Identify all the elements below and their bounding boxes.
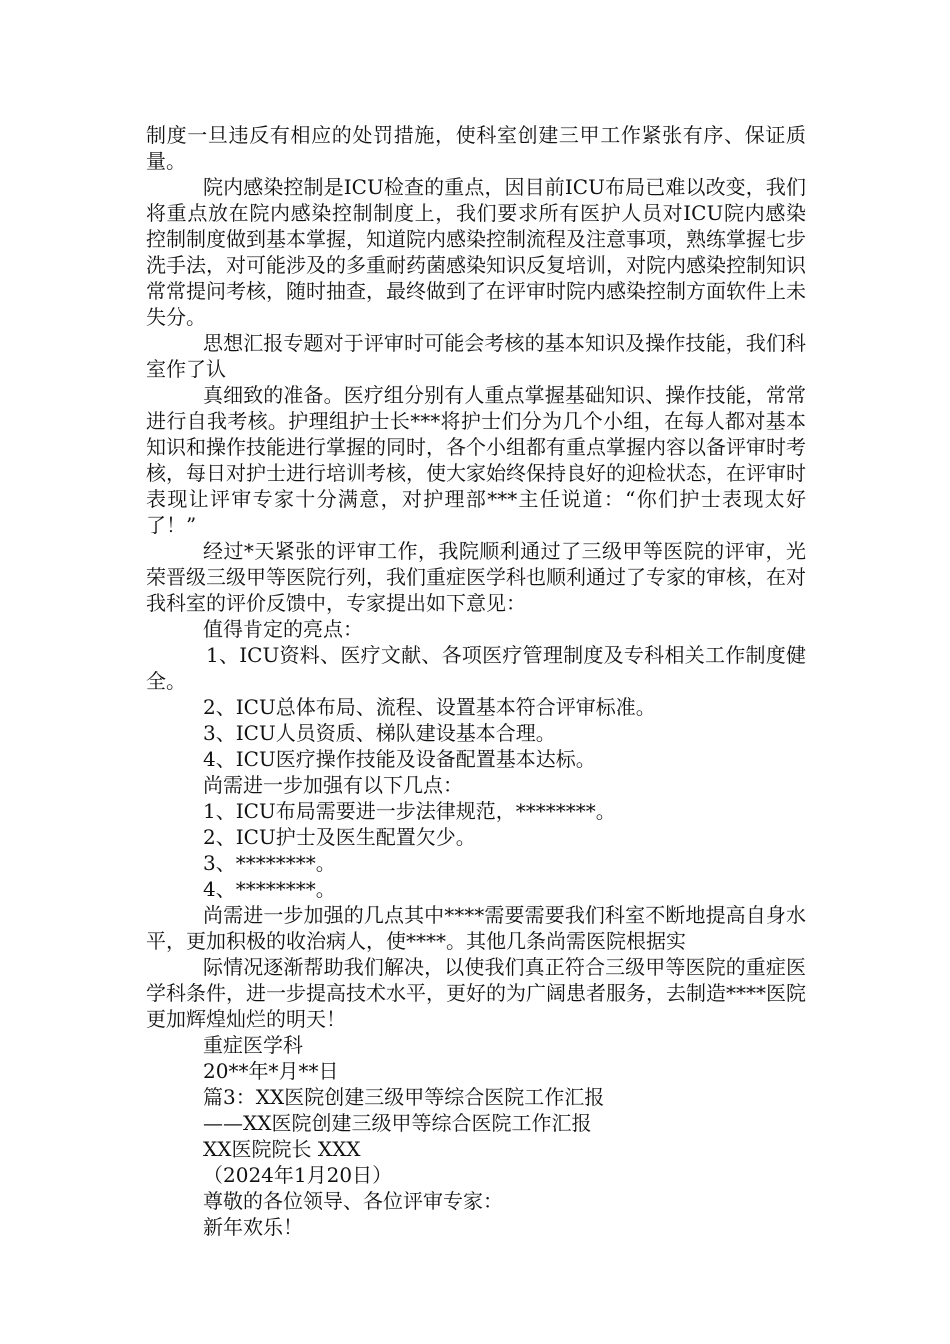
- document-body: [146, 122, 806, 1240]
- paragraph-3: 思想汇报专题对于评审时可能会考核的基本知识及操作技能，我们科室作了认: [146, 331, 806, 381]
- signature-date: 20**年*月**日: [203, 1059, 339, 1083]
- greeting: 新年欢乐！: [203, 1215, 303, 1239]
- salutation: 尊敬的各位领导、各位评审专家：: [203, 1189, 503, 1213]
- list-item-improve-2: 2、ICU护士及医生配置欠少。: [203, 825, 476, 849]
- section-title: 篇3：XX医院创建三级甲等综合医院工作汇报: [203, 1085, 605, 1109]
- paragraph-8: 尚需进一步加强的几点其中****需要需要我们科室不断地提高自身水平，更加积极的收治病人，使****。其他几条尚需医院根据实: [146, 903, 806, 953]
- list-item-positive-1: 1、ICU资料、医疗文献、各项医疗管理制度及专科相关工作制度健全。: [146, 643, 806, 693]
- paragraph-5: 经过*天紧张的评审工作，我院顺利通过了三级甲等医院的评审，光荣晋级三级甲等医院行列，我们重症医学科也顺利通过了专家的审核，在对我科室的评价反馈中，专家提出如下意见：: [146, 539, 806, 615]
- paragraph-6: 值得肯定的亮点：: [203, 617, 363, 641]
- list-item-improve-4: 4、********。: [203, 877, 336, 901]
- signature-department: 重症医学科: [203, 1033, 303, 1057]
- list-item-improve-1: 1、ICU布局需要进一步法律规范，********。: [203, 799, 616, 823]
- report-date: （2024年1月20日）: [203, 1163, 393, 1187]
- paragraph-7: 尚需进一步加强有以下几点：: [203, 773, 463, 797]
- list-item-positive-3: 3、ICU人员资质、梯队建设基本合理。: [203, 721, 556, 745]
- section-subtitle: ——XX医院创建三级甲等综合医院工作汇报: [203, 1111, 592, 1135]
- paragraph-9: 际情况逐渐帮助我们解决，以使我们真正符合三级甲等医院的重症医学科条件，进一步提高技术水平，更好的为广阔患者服务，去制造****医院更加辉煌灿烂的明天！: [146, 955, 806, 1031]
- list-item-positive-2: 2、ICU总体布局、流程、设置基本符合评审标准。: [203, 695, 656, 719]
- paragraph-2: 院内感染控制是ICU检查的重点，因目前ICU布局已难以改变，我们将重点放在院内感染控制制度上，我们要求所有医护人员对ICU院内感染控制制度做到基本掌握，知道院内感染控制流程及注意事项，熟练掌握七步洗手法，对可能涉及的多重耐药菌感染知识反复培训，对院内感染控制知识常常提问考核，随时抽查，最终做到了在评审时院内感染控制方面软件上未失分。: [146, 175, 806, 329]
- author-line: XX医院院长 XXX: [203, 1137, 361, 1161]
- list-item-improve-3: 3、********。: [203, 851, 336, 875]
- paragraph-1: 制度一旦违反有相应的处罚措施，使科室创建三甲工作紧张有序、保证质量。: [146, 123, 806, 173]
- paragraph-4: 真细致的准备。医疗组分别有人重点掌握基础知识、操作技能，常常进行自我考核。护理组护士长***将护士们分为几个小组，在每人都对基本知识和操作技能进行掌握的同时，各个小组都有重点掌握内容以备评审时考核，每日对护士进行培训考核，使大家始终保持良好的迎检状态，在评审时表现让评审专家十分满意，对护理部***主任说道：“你们护士表现太好了！”: [146, 383, 806, 537]
- list-item-positive-4: 4、ICU医疗操作技能及设备配置基本达标。: [203, 747, 596, 771]
